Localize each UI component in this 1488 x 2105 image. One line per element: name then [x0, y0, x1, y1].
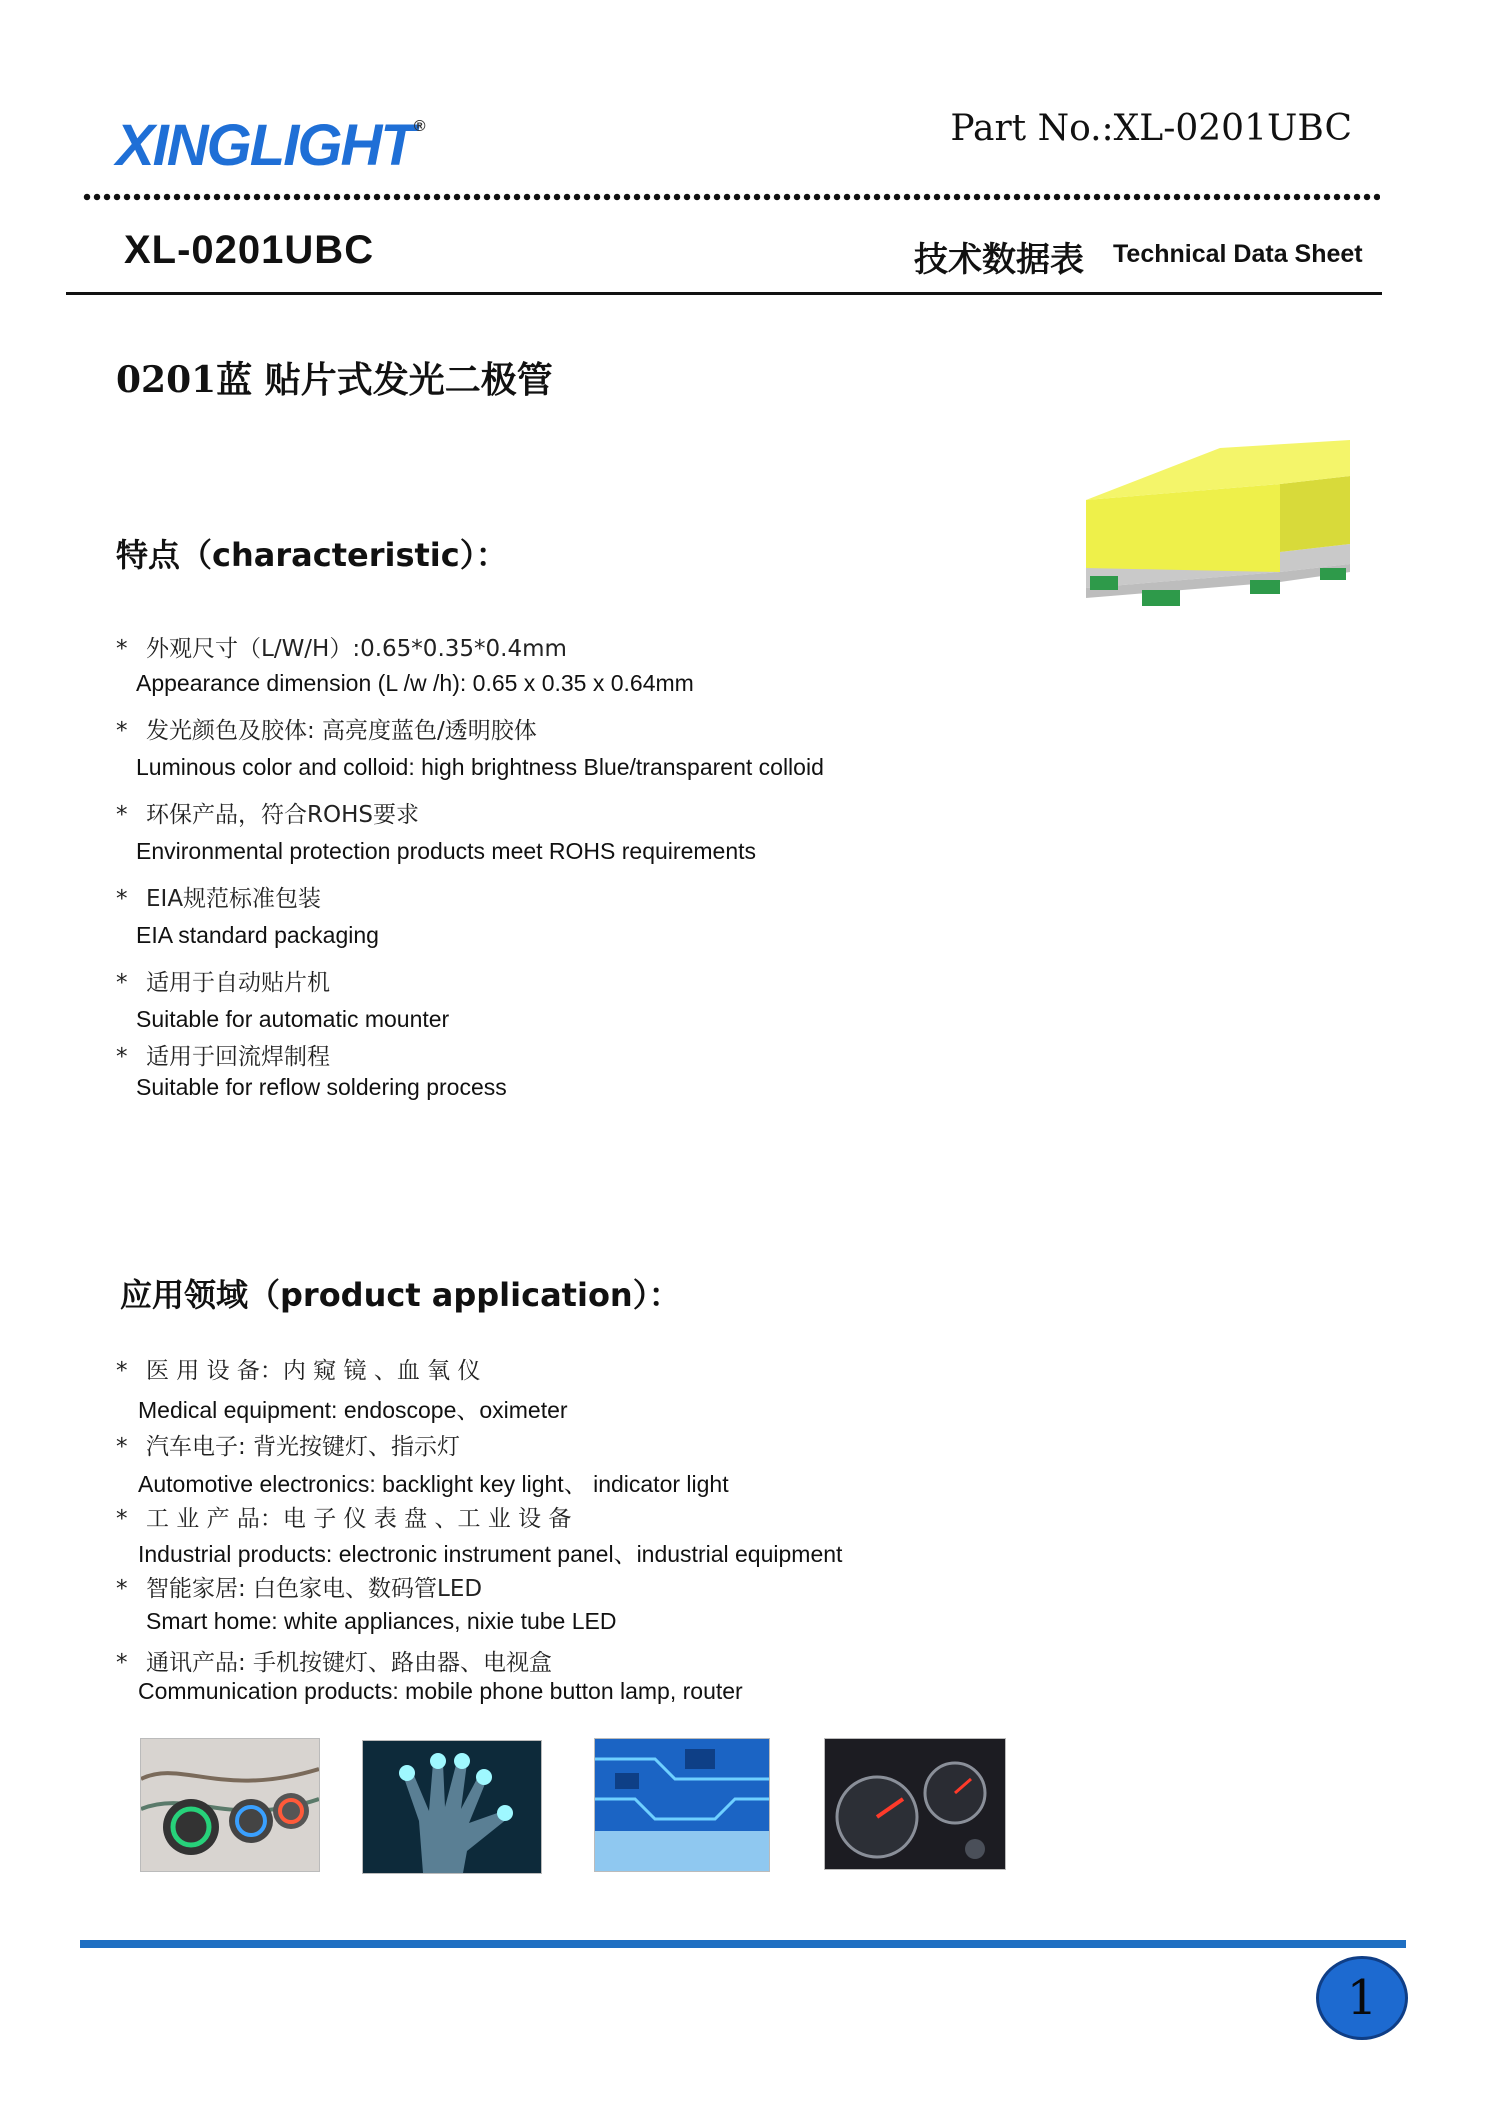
bullet-star: *: [116, 1576, 128, 1602]
footer-rule: [80, 1940, 1406, 1948]
brand-logo: [116, 112, 424, 179]
bullet-star: *: [116, 886, 128, 912]
car-dashboard-image: [825, 1739, 1005, 1869]
item-cn: 汽车电子: 背光按键灯、指示灯: [146, 1434, 461, 1460]
list-item: [116, 1570, 482, 1603]
list-item: [116, 1038, 330, 1071]
list-item: [116, 964, 330, 997]
list-item: [116, 1644, 552, 1677]
list-item-en: Suitable for automatic mounter: [136, 1006, 450, 1032]
glow-dot: [430, 1753, 446, 1769]
item-cn: 适用于回流焊制程: [146, 1044, 330, 1070]
list-item-en: Appearance dimension (L /w /h): 0.65 x 0.35 x 0.64mm: [136, 670, 694, 696]
list-item: [116, 1428, 460, 1461]
small-gauge: [965, 1839, 985, 1859]
page-number: 1: [1346, 1970, 1378, 2026]
car-dashboard-photo: [824, 1738, 1006, 1870]
illuminated-buttons-image: [141, 1739, 319, 1871]
bullet-star: *: [116, 1506, 128, 1532]
list-item-en: Luminous color and colloid: high brightness Blue/transparent colloid: [136, 754, 824, 780]
model-number: XL-0201UBC: [124, 228, 375, 272]
list-item-en: EIA standard packaging: [136, 922, 379, 948]
glow-dot: [497, 1805, 513, 1821]
bullet-star: *: [116, 1358, 128, 1384]
list-item-en: Automotive electronics: backlight key light、 indicator light: [138, 1471, 729, 1497]
list-item: [116, 630, 567, 663]
list-item: [116, 880, 321, 913]
item-cn: 发光颜色及胶体: 高亮度蓝色/透明胶体: [146, 718, 537, 744]
header-rule: [66, 292, 1382, 295]
glow-dot: [476, 1769, 492, 1785]
bullet-star: *: [116, 1434, 128, 1460]
circuit-board-photo: [594, 1738, 770, 1872]
brand-logo-text: XINGLIGHT: [116, 113, 414, 178]
bullet-star: *: [116, 802, 128, 828]
list-item: [116, 1500, 571, 1533]
led-lens-side: [1280, 476, 1350, 552]
list-item: [116, 1352, 481, 1385]
led-pad-back: [1320, 568, 1346, 580]
datasheet-title-cn: 技术数据表: [914, 240, 1084, 280]
list-item-en: Environmental protection products meet ROHS requirements: [136, 838, 757, 864]
list-item-en: Industrial products: electronic instrument panel、industrial equipment: [138, 1541, 843, 1567]
dotted-divider: [82, 193, 1380, 201]
circuit-board-image: [595, 1739, 769, 1871]
bullet-star: *: [116, 970, 128, 996]
bullet-star: *: [116, 636, 128, 662]
part-number: Part No.:XL-0201UBC: [950, 108, 1352, 149]
chip: [685, 1749, 715, 1769]
glow-dot: [399, 1765, 415, 1781]
item-cn: 医 用 设 备：内 窥 镜 、血 氧 仪: [146, 1358, 481, 1384]
led-chip-illustration: [1080, 440, 1360, 620]
applications-heading: 应用领域（product application）：: [120, 1276, 681, 1314]
illuminated-buttons-photo: [140, 1738, 320, 1872]
registered-mark: ®: [413, 118, 424, 135]
glowing-hand-photo: [362, 1740, 542, 1874]
list-item-en: Suitable for reflow soldering process: [136, 1074, 507, 1100]
list-item-en: Medical equipment: endoscope、oximeter: [138, 1397, 568, 1423]
page-number-badge: [1316, 1956, 1408, 2040]
list-item-en: Smart home: white appliances, nixie tube LED: [146, 1608, 617, 1634]
datasheet-title-en: Technical Data Sheet: [1113, 240, 1363, 268]
keyboard-area: [595, 1831, 769, 1871]
led-pad-left: [1090, 576, 1118, 590]
bullet-star: *: [116, 718, 128, 744]
glow-dot: [454, 1753, 470, 1769]
chip: [615, 1773, 639, 1789]
item-cn: 通讯产品: 手机按键灯、路由器、电视盒: [146, 1650, 553, 1676]
glowing-hand-image: [363, 1741, 541, 1873]
item-cn: 外观尺寸（L/W/H）:0.65*0.35*0.4mm: [146, 636, 567, 662]
item-cn: 智能家居: 白色家电、数码管LED: [146, 1576, 483, 1602]
led-pad-right: [1250, 580, 1280, 594]
item-cn: 适用于自动贴片机: [146, 970, 330, 996]
bullet-star: *: [116, 1044, 128, 1070]
list-item-en: Communication products: mobile phone button lamp, router: [138, 1678, 743, 1704]
list-item: [116, 796, 419, 829]
characteristics-heading: 特点（characteristic）：: [116, 536, 508, 574]
list-item: [116, 712, 537, 745]
item-cn: 工 业 产 品：电 子 仪 表 盘 、工 业 设 备: [146, 1506, 572, 1532]
item-cn: EIA规范标准包装: [146, 886, 322, 912]
item-cn: 环保产品，符合ROHS要求: [146, 802, 419, 828]
bullet-star: *: [116, 1650, 128, 1676]
led-pad-front: [1142, 590, 1180, 606]
document-title: 0201蓝 贴片式发光二极管: [116, 359, 553, 401]
